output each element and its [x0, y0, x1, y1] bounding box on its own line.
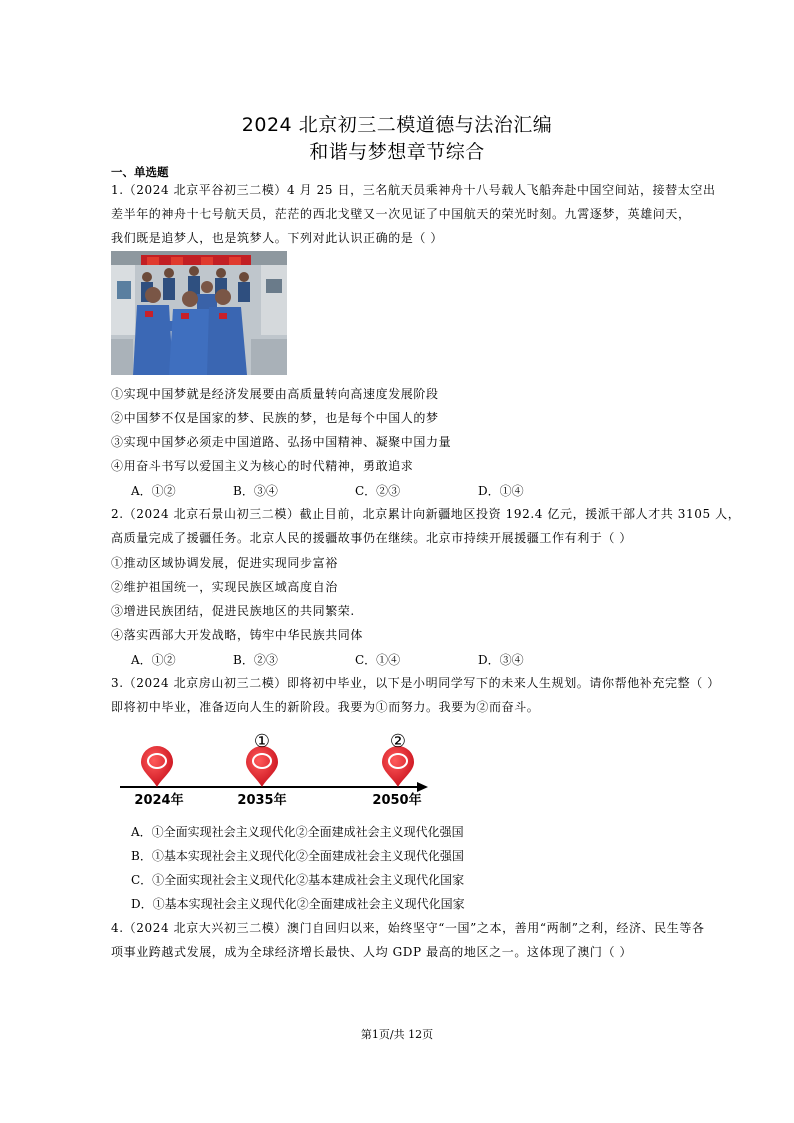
- section-heading: 一、单选题: [111, 165, 169, 179]
- q1-statement-2: ②中国梦不仅是国家的梦、民族的梦，也是每个中国人的梦: [111, 411, 439, 425]
- q1-option-a: A．①②: [131, 484, 176, 498]
- q1-statement-4: ④用奋斗书写以爱国主义为核心的时代精神，勇敢追求: [111, 459, 414, 473]
- q2-option-b: B．②③: [233, 653, 278, 667]
- q1-option-b: B．③④: [233, 484, 278, 498]
- q2-option-d: D．③④: [478, 653, 524, 667]
- q3-option-c: C．①全面实现社会主义现代化②基本建成社会主义现代化国家: [131, 873, 465, 887]
- q2-statement-4: ④落实西部大开发战略，铸牢中华民族共同体: [111, 628, 364, 642]
- q1-stem-line3: 我们既是追梦人，也是筑梦人。下列对此认识正确的是（ ）: [111, 231, 444, 245]
- document-title: 2024 北京初三二模道德与法治汇编: [241, 114, 553, 136]
- q2-statement-3: ③增进民族团结，促进民族地区的共同繁荣.: [111, 604, 355, 618]
- q3-option-a: A．①全面实现社会主义现代化②全面建成社会主义现代化强国: [131, 825, 464, 839]
- q2-stem-line1: 2.（2024 北京石景山初三二模）截止目前，北京累计向新疆地区投资 192.4 亿元，援派干部人才共 3105 人，: [111, 507, 741, 521]
- q1-option-c: C．②③: [355, 484, 401, 498]
- map-pin-icon: [246, 746, 278, 787]
- q4-stem-line2: 项事业跨越式发展，成为全球经济增长最快、人均 GDP 最高的地区之一。这体现了澳门（ ）: [111, 945, 633, 959]
- timeline-year-2050: 2050年: [372, 793, 422, 808]
- timeline-year-2024: 2024年: [134, 793, 184, 808]
- q2-option-a: A．①②: [131, 653, 176, 667]
- q1-stem-line1: 1.（2024 北京平谷初三二模）4 月 25 日，三名航天员乘神舟十八号载人飞船奔赴中国空间站，接替太空出: [111, 183, 716, 197]
- timeline-figure: [0, 725, 794, 815]
- timeline-year-2035: 2035年: [237, 793, 287, 808]
- timeline-arrowhead: [417, 782, 428, 792]
- timeline-marker-1: ①: [253, 731, 271, 752]
- q4-stem-line1: 4.（2024 北京大兴初三二模）澳门自回归以来，始终坚守“一国”之本，善用“两制”之利，经济、民生等各: [111, 921, 705, 935]
- q3-option-b: B．①基本实现社会主义现代化②全面建成社会主义现代化强国: [131, 849, 464, 863]
- page-number: 第1页/共 12页: [360, 1028, 434, 1041]
- q2-statement-2: ②维护祖国统一，实现民族区域高度自治: [111, 580, 338, 594]
- q2-statement-1: ①推动区域协调发展，促进实现同步富裕: [111, 556, 338, 570]
- q3-stem-line2: 即将初中毕业，准备迈向人生的新阶段。我要为①而努力。我要为②而奋斗。: [111, 700, 540, 714]
- q1-option-d: D．①④: [478, 484, 524, 498]
- map-pin-icon: [382, 746, 414, 787]
- document-subtitle: 和谐与梦想章节综合: [309, 141, 485, 163]
- map-pin-icon: [141, 746, 173, 787]
- q2-option-c: C．①④: [355, 653, 401, 667]
- astronauts-photo: [111, 251, 287, 375]
- q1-statement-3: ③实现中国梦必须走中国道路、弘扬中国精神、凝聚中国力量: [111, 435, 452, 449]
- q3-option-d: D．①基本实现社会主义现代化②全面建成社会主义现代化国家: [131, 897, 465, 911]
- q2-stem-line2: 高质量完成了援疆任务。北京人民的援疆故事仍在继续。北京市持续开展援疆工作有利于（ ）: [111, 531, 633, 545]
- q1-stem-line2: 差半年的神舟十七号航天员，茫茫的西北戈壁又一次见证了中国航天的荣光时刻。九霄逐梦，英雄问天，: [111, 207, 691, 221]
- timeline-marker-2: ②: [389, 731, 407, 752]
- q3-stem-line1: 3.（2024 北京房山初三二模）即将初中毕业，以下是小明同学写下的未来人生规划。请你帮他补充完整（ ）: [111, 676, 720, 690]
- q1-statement-1: ①实现中国梦就是经济发展要由高质量转向高速度发展阶段: [111, 387, 439, 401]
